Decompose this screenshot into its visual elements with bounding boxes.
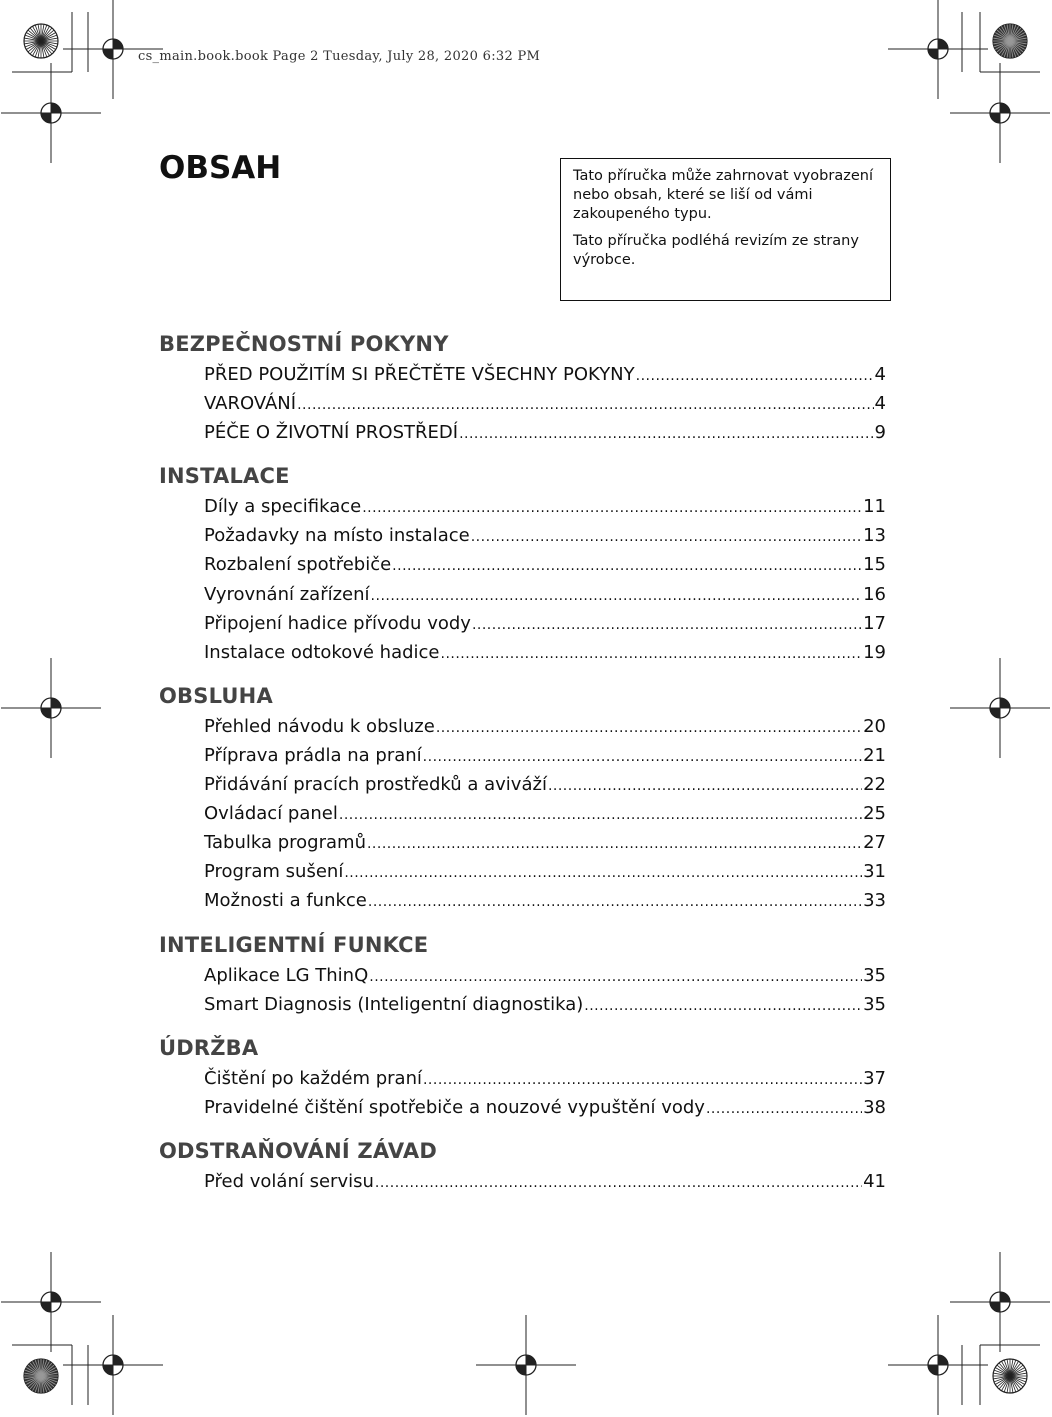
toc-entry[interactable] [204,712,886,741]
toc-entry[interactable] [204,389,886,418]
toc-page-number: 35 [863,964,886,986]
toc-page-number: 20 [863,715,886,737]
toc-page-number: 4 [874,393,886,415]
toc-page-number: 27 [863,832,886,854]
toc-entry[interactable] [204,886,886,915]
dot-leader [471,523,862,552]
registration-target-icon [888,0,988,99]
toc-entry[interactable] [204,580,886,609]
dot-leader [344,859,862,888]
toc-entry-label: Pravidelné čištění spotřebiče a nouzové vypuštění vody [204,1096,705,1118]
toc-entry-label: Program sušení [204,861,344,883]
toc-section-installation [159,460,886,667]
registration-target-icon [950,658,1050,758]
dot-leader [368,888,862,917]
toc-entry[interactable] [204,990,886,1019]
toc-entry[interactable] [204,770,886,799]
toc-entry-label: Instalace odtokové hadice [204,641,440,663]
toc-heading: ODSTRAŇOVÁNÍ ZÁVAD [159,1138,437,1163]
toc-page-number: 31 [863,861,886,883]
toc-section-maintenance [159,1032,886,1122]
toc-entry-label: Aplikace LG ThinQ [204,964,369,986]
toc-entry[interactable] [204,961,886,990]
toc-page-number: 35 [863,993,886,1015]
toc-entry-label: Přehled návodu k obsluze [204,715,435,737]
toc-page-number: 17 [863,612,886,634]
dot-leader [423,1066,862,1095]
starburst-mark-icon [993,1359,1027,1393]
toc-entry-label: Čištění po každém praní [204,1067,422,1089]
dot-leader [339,801,862,830]
toc-heading: ÚDRŽBA [159,1035,259,1060]
toc-entry-label: PŘED POUŽITÍM SI PŘEČTĚTE VŠECHNY POKYNY [204,364,635,385]
dot-leader [636,362,874,391]
dot-leader [371,582,863,611]
notice-paragraph-2: Tato příručka podléhá revizím ze strany výrobce. [573,233,859,268]
toc-section-safety [159,328,886,447]
toc-entry[interactable] [204,799,886,828]
dot-leader [706,1095,862,1124]
dot-leader [367,830,862,859]
dot-leader [362,494,862,523]
registration-target-icon [950,1252,1050,1352]
toc-entry[interactable] [204,741,886,770]
toc-page-number: 41 [863,1170,886,1192]
toc-page-number: 19 [863,641,886,663]
toc-page-number: 21 [863,744,886,766]
dot-leader [472,611,862,640]
toc-page-number: 13 [863,525,886,547]
notice-paragraph-1: Tato příručka může zahrnovat vyobrazení nebo obsah, které se liší od vámi zakoupeného typu. [573,168,873,222]
toc-page-number: 9 [874,422,886,444]
toc-section-operation [159,680,886,916]
toc-entry[interactable] [204,521,886,550]
print-header: cs_main.book.book Page 2 Tuesday, July 28, 2020 6:32 PM [138,49,541,64]
dot-leader [369,963,862,992]
toc-page-number: 11 [863,496,886,518]
toc-entry-label: PÉČE O ŽIVOTNÍ PROSTŘEDÍ [204,422,459,444]
toc-heading: BEZPEČNOSTNÍ POKYNY [159,332,449,356]
toc-page-number: 37 [863,1067,886,1089]
toc-entry-label: Připojení hadice přívodu vody [204,612,471,634]
registration-target-icon [1,63,101,163]
toc-page-number: 33 [863,890,886,912]
toc-entry-label: Před volání servisu [204,1170,374,1192]
page-title: OBSAH [159,150,282,186]
toc-entry[interactable] [204,828,886,857]
toc-heading: INSTALACE [159,464,290,489]
toc-section-smart-functions [159,929,886,1019]
toc-entry[interactable] [204,418,886,447]
toc-entry-label: Smart Diagnosis (Inteligentní diagnostika) [204,993,584,1015]
toc-heading: INTELIGENTNÍ FUNKCE [159,932,429,957]
toc-page-number: 25 [863,803,886,825]
toc-page-number: 38 [863,1096,886,1118]
toc-entry[interactable] [204,1064,886,1093]
toc-entry-label: Příprava prádla na praní [204,744,422,766]
toc-entry-label: Vyrovnání zařízení [204,583,370,605]
dot-leader [436,714,862,743]
starburst-mark-icon [24,24,58,58]
dot-leader [441,640,863,669]
dot-leader [548,772,862,801]
toc-entry[interactable] [204,492,886,521]
toc-entry[interactable] [204,550,886,579]
toc-entry-label: Rozbalení spotřebiče [204,554,392,576]
toc-entry-label: Možnosti a funkce [204,890,367,912]
registration-target-icon [888,1315,988,1415]
toc-entry[interactable] [204,360,886,389]
toc-entry-label: Tabulka programů [204,832,366,854]
registration-target-icon [1,658,101,758]
toc-entry-label: Díly a specifikace [204,496,362,518]
toc-entry[interactable] [204,638,886,667]
toc-entry-label: Přidávání pracích prostředků a aviváží [204,774,547,796]
toc-page-number: 15 [863,554,886,576]
registration-target-icon [950,63,1050,163]
toc-entry[interactable] [204,857,886,886]
toc-section-troubleshooting [159,1135,886,1196]
dot-leader [392,552,862,581]
dot-leader [375,1169,862,1198]
dot-leader [584,992,862,1021]
table-of-contents [159,328,886,1209]
toc-entry[interactable] [204,1167,886,1196]
toc-page-number: 22 [863,774,886,796]
toc-heading: OBSLUHA [159,683,273,708]
registration-target-icon [476,1315,576,1415]
toc-entry-label: Požadavky na místo instalace [204,525,470,547]
notice-box [560,158,891,301]
toc-entry-label: Ovládací panel [204,803,338,825]
registration-target-icon [1,1252,101,1352]
toc-page-number: 16 [863,583,886,605]
starburst-mark-icon [24,1359,58,1393]
starburst-mark-icon [993,24,1027,58]
toc-entry[interactable] [204,609,886,638]
dot-leader [297,391,873,420]
registration-target-icon [63,1315,163,1415]
toc-entry-label: VAROVÁNÍ [204,393,297,415]
toc-page-number: 4 [874,364,886,385]
toc-entry[interactable] [204,1093,886,1122]
dot-leader [423,743,862,772]
dot-leader [459,420,873,449]
